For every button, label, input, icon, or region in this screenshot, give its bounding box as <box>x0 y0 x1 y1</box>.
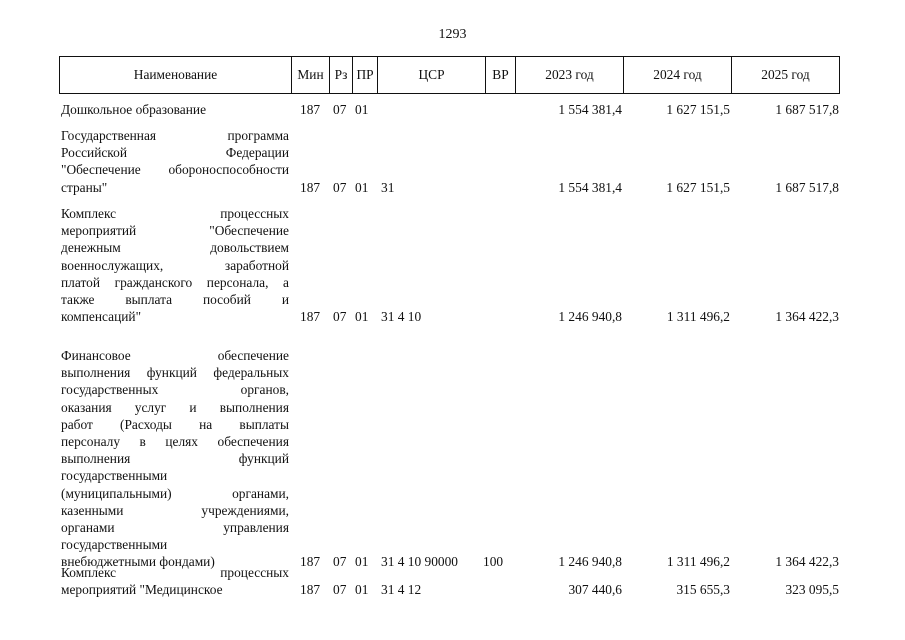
row-value-2024: 1 627 151,5 <box>666 179 730 195</box>
row-min: 187 <box>300 309 321 325</box>
row-min: 187 <box>300 179 321 195</box>
row-name-line: компенсаций" <box>61 309 142 325</box>
row-name-line: персоналу в целях обеспечения <box>61 433 289 449</box>
row-name-line: государственными <box>61 537 168 553</box>
row-name-line: внебюджетными фондами) <box>61 554 215 570</box>
row-value-2024: 1 627 151,5 <box>666 102 730 117</box>
row-name-line: Государственная программа <box>61 128 289 143</box>
row-csr: 31 4 10 90000 <box>381 554 458 570</box>
table-row <box>0 347 905 571</box>
row-name <box>61 564 289 598</box>
row-name-line: казенными учреждениями, <box>61 502 289 518</box>
row-value-2025: 1 364 422,3 <box>775 554 839 570</box>
row-name-line: органами управления <box>61 519 289 535</box>
row-rz: 07 <box>333 582 347 598</box>
header-2023: 2023 год <box>516 57 624 93</box>
row-name-line: денежным довольствием <box>61 240 289 256</box>
row-csr: 31 4 10 <box>381 309 422 325</box>
header-min: Мин <box>292 57 330 93</box>
row-value-2025: 1 687 517,8 <box>775 179 839 195</box>
row-csr: 31 <box>381 179 395 195</box>
row-vr: 100 <box>483 554 504 570</box>
row-name-line: (муниципальными) органами, <box>61 485 289 501</box>
row-value-2023: 1 246 940,8 <box>558 309 622 325</box>
row-name <box>61 205 289 325</box>
row-name-line: Дошкольное образование <box>61 102 207 117</box>
row-value-2023: 1 554 381,4 <box>558 102 622 117</box>
row-value-2024: 315 655,3 <box>676 582 730 598</box>
row-name <box>61 101 289 118</box>
row-value-2025: 1 364 422,3 <box>775 309 839 325</box>
header-rz: Рз <box>330 57 353 93</box>
row-name-line: выполнения функций <box>61 451 289 467</box>
row-min: 187 <box>300 582 321 598</box>
table-row <box>0 127 905 196</box>
row-value-2023: 1 554 381,4 <box>558 179 622 195</box>
header-pr: ПР <box>353 57 378 93</box>
row-name-line: Комплекс процессных <box>61 565 289 580</box>
row-name-line: "Обеспечение обороноспособности <box>61 162 289 178</box>
row-csr: 31 4 12 <box>381 582 422 598</box>
row-name <box>61 347 289 570</box>
row-value-2025: 1 687 517,8 <box>775 102 839 117</box>
row-name-line: также выплата пособий и <box>61 291 289 307</box>
row-name-line: государственными <box>61 468 168 484</box>
table-row <box>0 564 905 598</box>
table-row <box>0 101 905 118</box>
row-min: 187 <box>300 102 321 117</box>
header-csr: ЦСР <box>378 57 486 93</box>
row-name-line: платой гражданского персонала, а <box>61 274 289 290</box>
row-name-line: Комплекс процессных <box>61 206 289 221</box>
row-rz: 07 <box>333 102 347 117</box>
row-value-2023: 1 246 940,8 <box>558 554 622 570</box>
row-value-2024: 1 311 496,2 <box>666 554 730 570</box>
header-2025: 2025 год <box>761 67 810 82</box>
row-pr: 01 <box>355 179 369 195</box>
row-rz: 07 <box>333 309 347 325</box>
row-name <box>61 127 289 196</box>
row-pr: 01 <box>355 554 369 570</box>
row-rz: 07 <box>333 554 347 570</box>
header-vr: ВР <box>486 57 516 93</box>
header-2024: 2024 год <box>624 57 732 93</box>
row-name-line: выполнения функций федеральных <box>61 365 289 381</box>
page-number: 1293 <box>438 27 467 42</box>
row-name-line: работ (Расходы на выплаты <box>61 416 289 432</box>
row-name-line: мероприятий "Обеспечение <box>61 223 289 239</box>
table-row <box>0 205 905 325</box>
row-pr: 01 <box>355 582 369 598</box>
row-name-line: оказания услуг и выполнения <box>61 399 289 415</box>
row-name-line: мероприятий "Медицинское <box>61 582 223 598</box>
row-value-2024: 1 311 496,2 <box>666 309 730 325</box>
header-name: Наименование <box>60 57 292 93</box>
row-name-line: военнослужащих, заработной <box>61 257 289 273</box>
row-name-line: Финансовое обеспечение <box>61 348 289 363</box>
row-pr: 01 <box>355 102 369 117</box>
row-name-line: страны" <box>61 179 108 195</box>
row-min: 187 <box>300 554 321 570</box>
row-value-2025: 323 095,5 <box>785 582 839 598</box>
row-name-line: Российской Федерации <box>61 145 289 161</box>
row-value-2023: 307 440,6 <box>568 582 622 598</box>
row-name-line: государственных органов, <box>61 382 289 398</box>
row-pr: 01 <box>355 309 369 325</box>
table-header <box>59 56 840 94</box>
row-rz: 07 <box>333 179 347 195</box>
